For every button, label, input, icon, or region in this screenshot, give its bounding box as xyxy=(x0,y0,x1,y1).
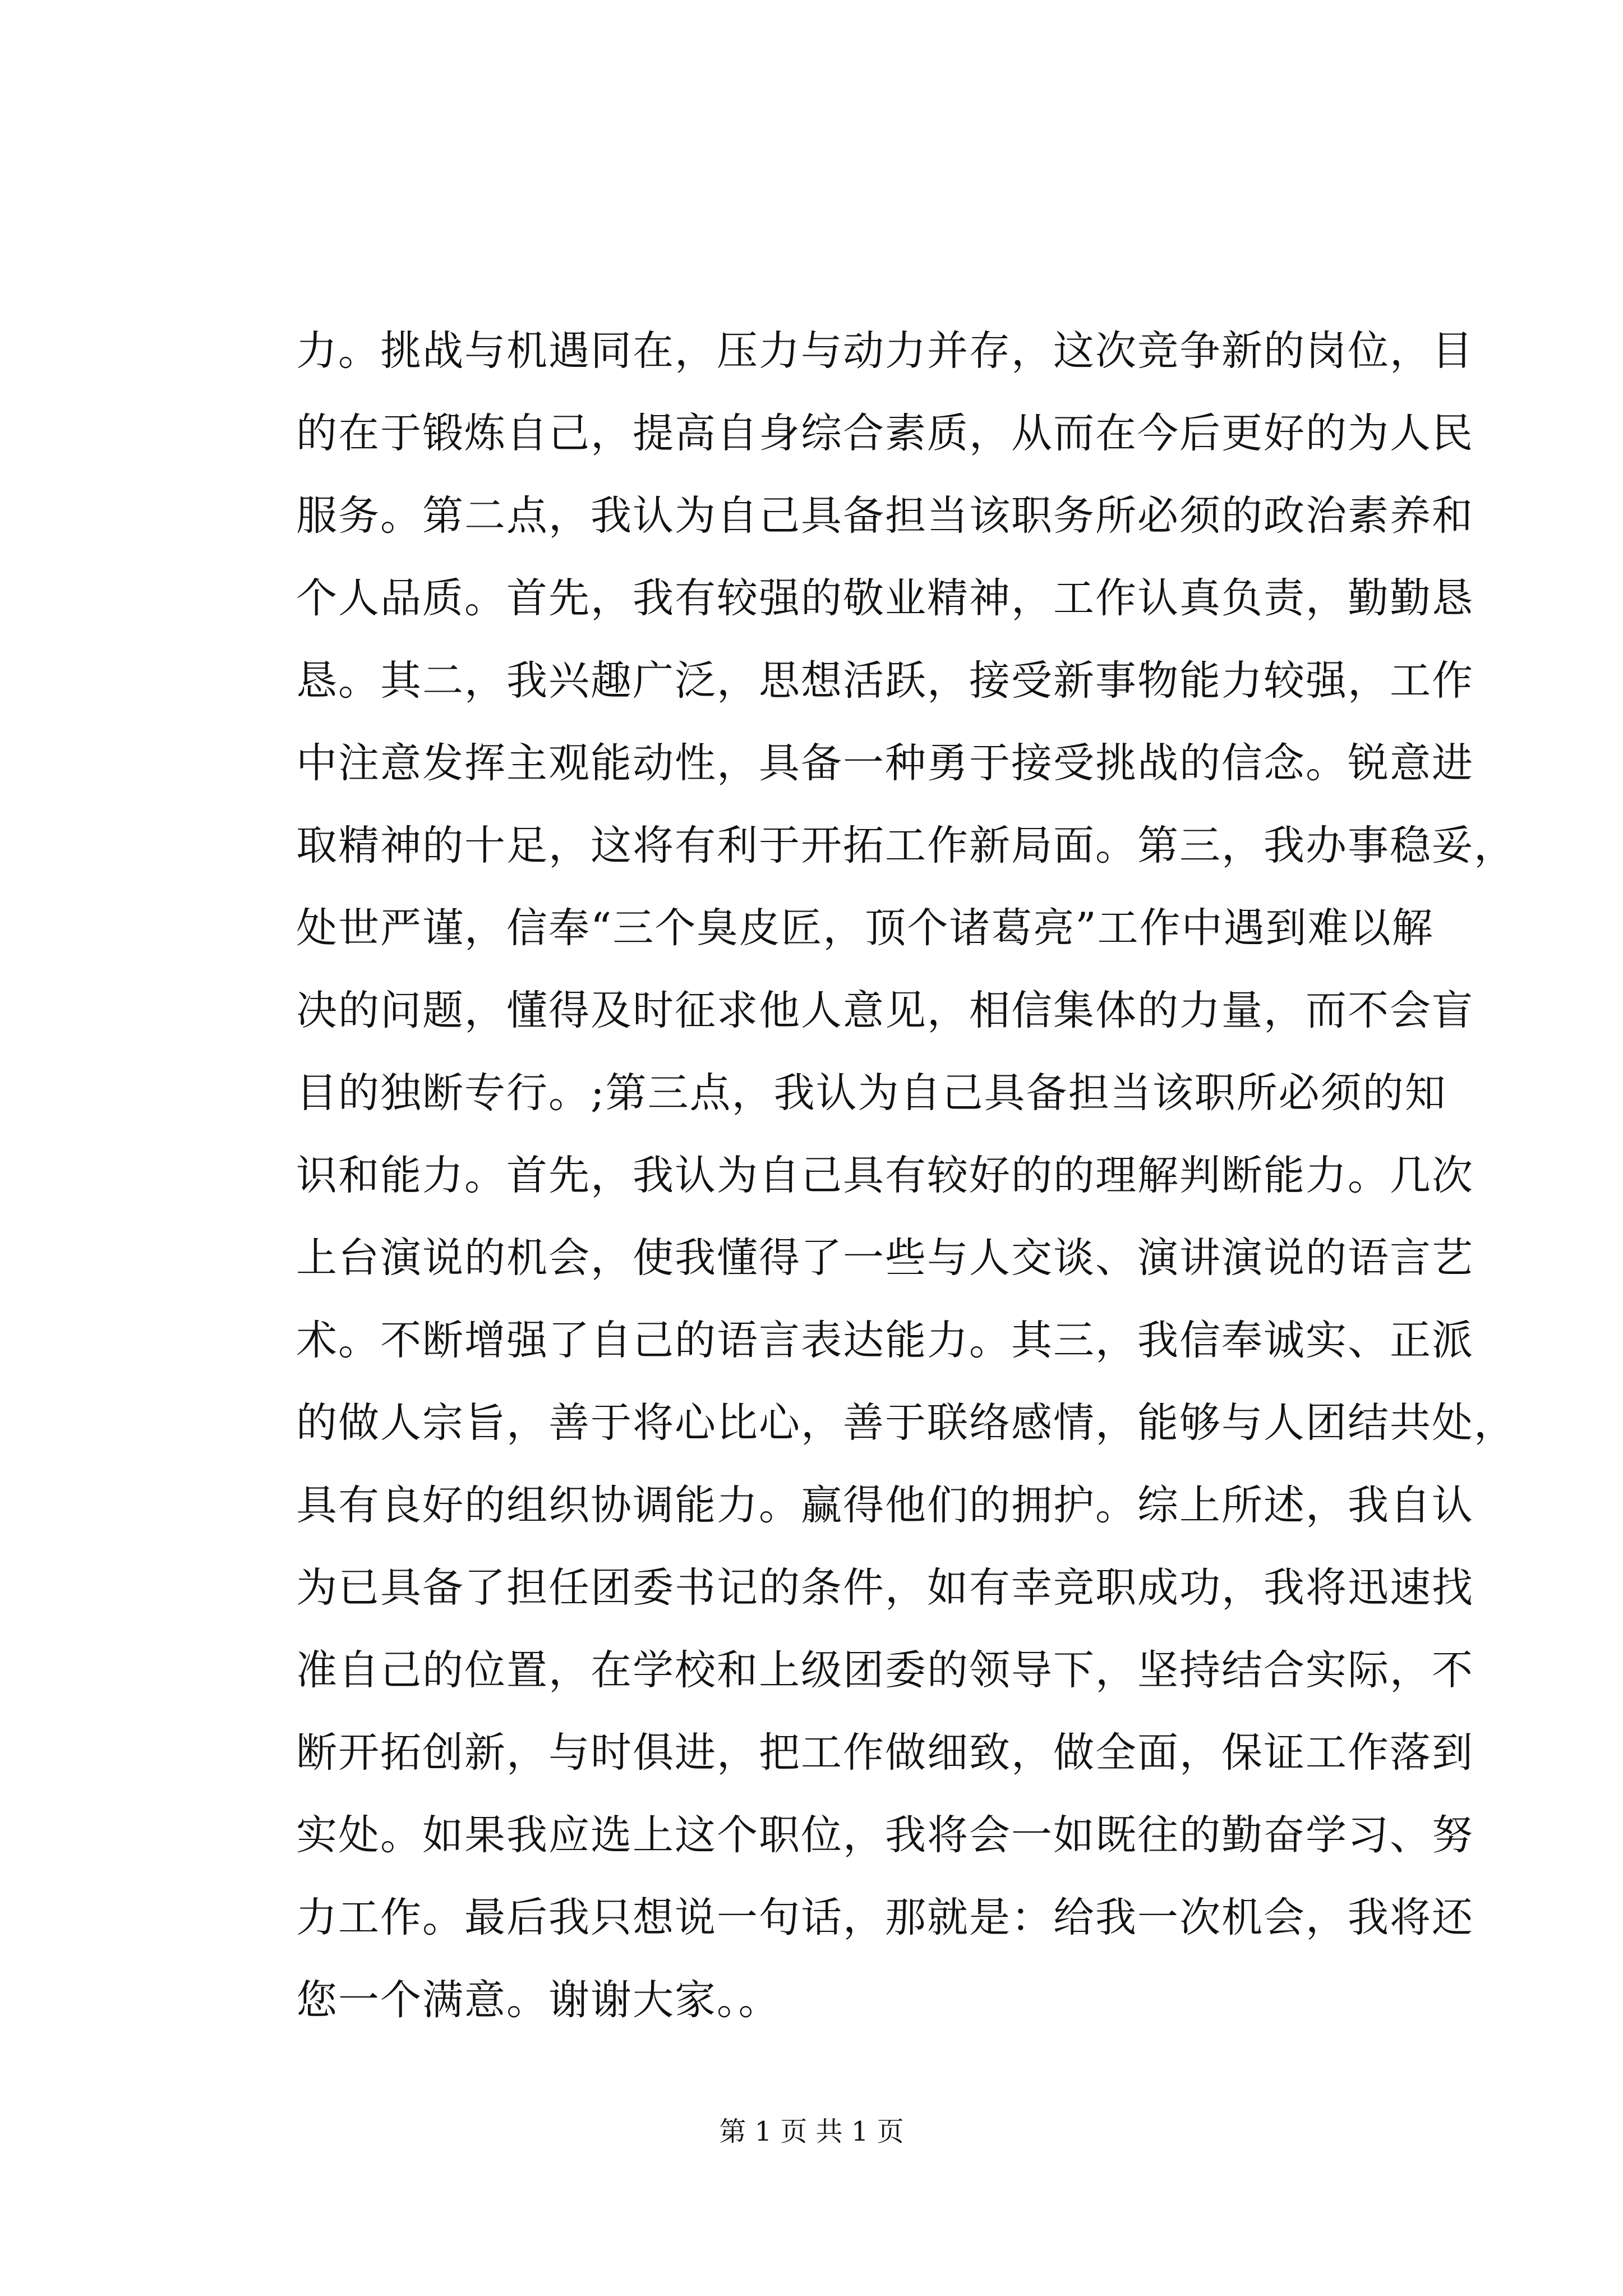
text-line: 上台演说的机会，使我懂得了一些与人交谈、演讲演说的语言艺 xyxy=(296,1234,1474,1282)
text-line: 具有良好的组织协调能力。赢得他们的拥护。综上所述，我自认 xyxy=(296,1481,1474,1529)
text-line: 断开拓创新，与时俱进，把工作做细致，做全面，保证工作落到 xyxy=(296,1729,1474,1777)
text-line: 为已具备了担任团委书记的条件，如有幸竞职成功，我将迅速找 xyxy=(296,1564,1474,1612)
page-number-footer: 第 1 页 共 1 页 xyxy=(719,2116,904,2147)
text-line: 力。挑战与机遇同在，压力与动力并存，这次竞争新的岗位，目 xyxy=(296,327,1474,375)
text-line: 实处。如果我应选上这个职位，我将会一如既往的勤奋学习、努 xyxy=(296,1811,1474,1859)
text-line: 取精神的十足，这将有利于开拓工作新局面。第三，我办事稳妥， xyxy=(296,822,1516,869)
text-line: 您一个满意。谢谢大家。。 xyxy=(296,1976,781,2024)
text-line: 力工作。最后我只想说一句话，那就是：给我一次机会，我将还 xyxy=(296,1894,1474,1941)
text-line: 目的独断专行。;第三点，我认为自己具备担当该职所必须的知 xyxy=(296,1069,1447,1117)
body-text xyxy=(296,310,1516,2041)
text-line: 准自己的位置，在学校和上级团委的领导下，坚持结合实际，不 xyxy=(296,1646,1474,1694)
text-line: 服务。第二点，我认为自己具备担当该职务所必须的政治素养和 xyxy=(296,492,1474,540)
text-line: 处世严谨，信奉“三个臭皮匠，顶个诸葛亮”工作中遇到难以解 xyxy=(296,904,1434,952)
text-line: 识和能力。首先，我认为自己具有较好的的理解判断能力。几次 xyxy=(296,1152,1474,1199)
text-line: 恳。其二，我兴趣广泛，思想活跃，接受新事物能力较强，工作 xyxy=(296,657,1474,705)
text-line: 个人品质。首先，我有较强的敬业精神，工作认真负责，勤勤恳 xyxy=(296,574,1474,622)
text-line: 的在于锻炼自己，提高自身综合素质，从而在今后更好的为人民 xyxy=(296,409,1474,457)
text-line: 决的问题，懂得及时征求他人意见，相信集体的力量，而不会盲 xyxy=(296,987,1474,1034)
text-line: 的做人宗旨，善于将心比心，善于联络感情，能够与人团结共处， xyxy=(296,1399,1516,1447)
text-line: 中注意发挥主观能动性，具备一种勇于接受挑战的信念。锐意进 xyxy=(296,739,1474,787)
text-line: 术。不断增强了自己的语言表达能力。其三，我信奉诚实、正派 xyxy=(296,1317,1474,1364)
